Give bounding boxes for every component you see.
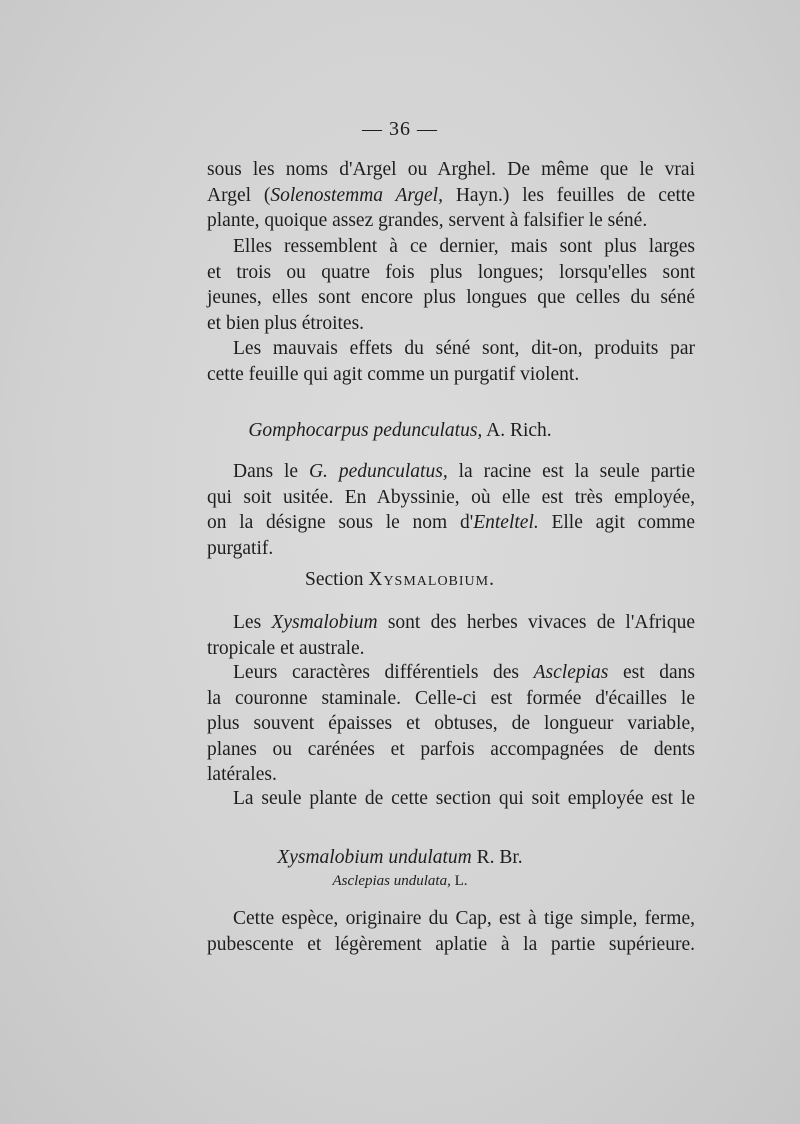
text-line: Cette espèce, originaire du Cap, est à tige simple, ferme, (233, 908, 695, 929)
text-line: qui soit usitée. En Abyssinie, où elle est très employée, (207, 486, 695, 508)
text-line: Leurs caractères différentiels des Asclepias est dans (233, 662, 696, 683)
text-line: Elles ressemblent à ce dernier, mais sont plus larges (233, 236, 695, 257)
text-line: latérales. (207, 764, 277, 786)
genus-name: Asclepias (533, 662, 609, 683)
text-line: Dans le G. pedunculatus, la racine est la seule partie (233, 461, 696, 482)
species-heading-gomphocarpus (0, 420, 800, 442)
paragraph-argel (207, 157, 695, 234)
text-line: purgatif. (207, 537, 274, 559)
synonym-name: Asclepias undulata, (332, 873, 451, 889)
paragraph-gomphocarpus (207, 459, 695, 561)
text-line: pubescente et légèrement aplatie à la partie supérieure. (207, 933, 695, 955)
text-line: Les Xysmalobium sont des herbes vivaces de l'Afrique (233, 612, 696, 633)
paragraph-comparison (207, 234, 695, 336)
text-line: Les mauvais effets du séné sont, dit-on, produits par (233, 338, 695, 359)
paragraph-intro-species (207, 786, 695, 812)
species-synonym (0, 873, 800, 890)
paragraph-xysmalobium (207, 610, 695, 661)
genus-name: Xysmalobium (271, 612, 378, 633)
paragraph-effects (207, 336, 695, 387)
section-heading: Section Xysmalobium. (304, 569, 495, 590)
species-heading-xysmalobium (0, 847, 800, 869)
text-line: sous les noms d'Argel ou Arghel. De même que le vrai (207, 159, 695, 180)
text-line: plante, quoique assez grandes, servent à falsifier le séné. (207, 210, 648, 232)
text-line: jeunes, elles sont encore plus longues que celles du séné (207, 287, 695, 309)
text-line: Argel (Solenostemma Argel, Hayn.) les feuilles de cette (207, 184, 695, 206)
vernacular-name: Enteltel. (473, 512, 539, 534)
text-line: La seule plante de cette section qui soit employée est le (233, 788, 695, 809)
author-name: A. Rich. (482, 420, 552, 441)
text-line: plus souvent épaisses et obtuses, de longueur variable, (207, 713, 695, 735)
text-line: et trois ou quatre fois plus longues; lorsqu'elles sont (207, 261, 695, 283)
species-name: Solenostemma Argel, (270, 184, 443, 206)
author-name: L. (450, 873, 468, 889)
text-line: la couronne staminale. Celle-ci est formée d'écailles le (207, 687, 695, 709)
text-line: cette feuille qui agit comme un purgatif violent. (207, 363, 580, 385)
species-name: Gomphocarpus pedunculatus, (248, 420, 483, 441)
text-line: planes ou carénées et parfois accompagnées de dents (207, 738, 695, 760)
paragraph-description (207, 906, 695, 957)
species-name: Xysmalobium undulatum (277, 847, 472, 868)
species-name: G. pedunculatus, (308, 461, 448, 482)
text-line: tropicale et australe. (207, 637, 365, 659)
section-name: Xysmalobium. (368, 569, 495, 590)
paragraph-characters (207, 660, 695, 788)
text-line: on la désigne sous le nom d'Enteltel. Elle agit comme (207, 512, 695, 534)
author-name: R. Br. (471, 847, 523, 868)
text-line: et bien plus étroites. (207, 312, 365, 334)
page-number: — 36 — (362, 118, 438, 140)
